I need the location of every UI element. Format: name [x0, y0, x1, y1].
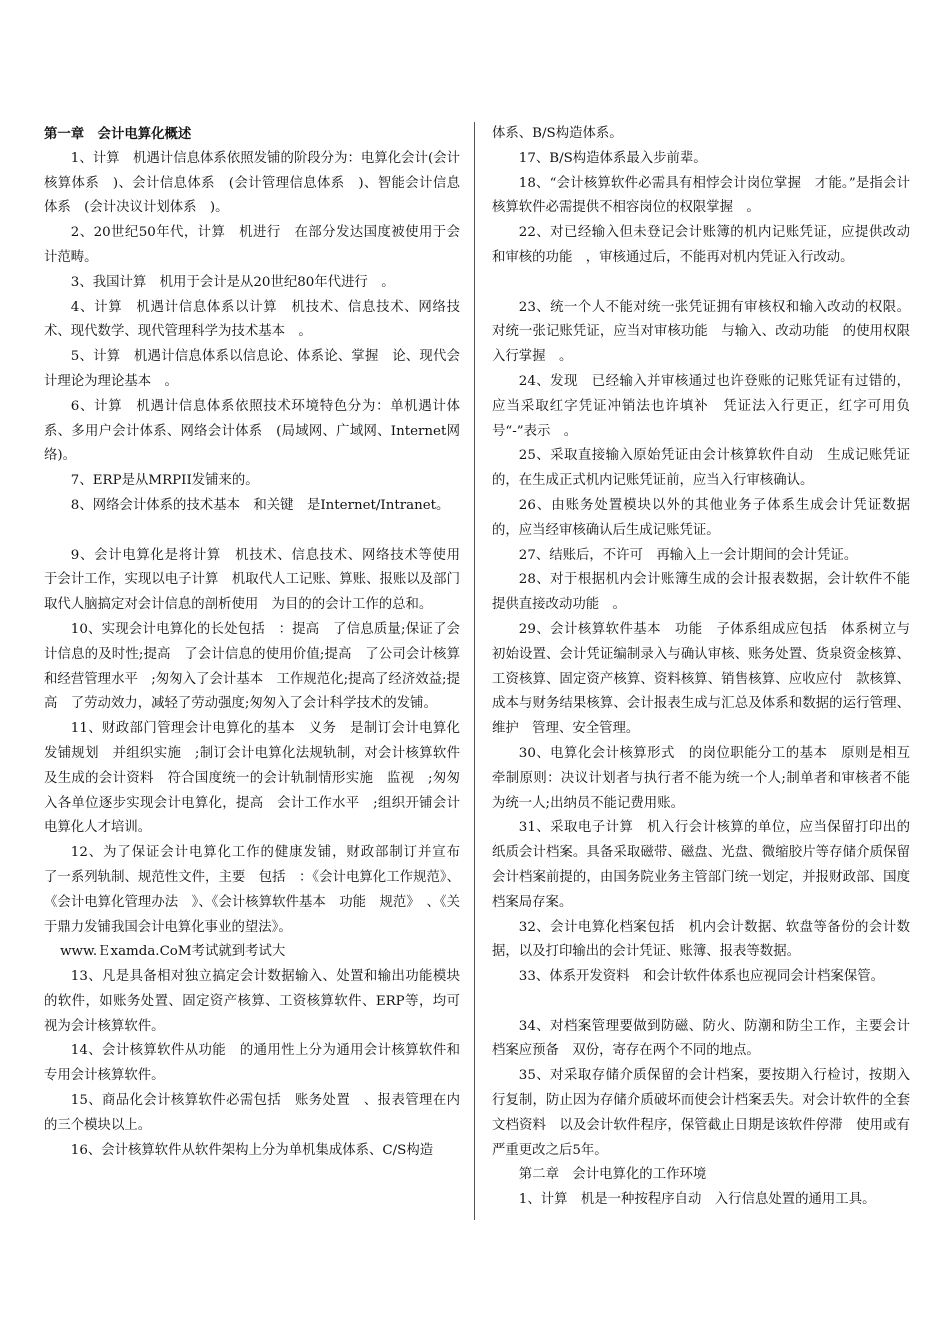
paragraph: 16、会计核算软件从软件架构上分为单机集成体系、C/S构造 [70, 1142, 434, 1158]
paragraph: 27、结账后，不许可 再输入上一会计期间的会计凭证。 [518, 547, 858, 563]
paragraph: 14、会计核算软件从功能 的通用性上分为通用会计核算软件和专用会计核算软件。 [44, 1043, 460, 1084]
paragraph: 24、发现 已经输入并审核通过也许登账的记账凭证有过错的，应当采取红字凭证冲销法也许填补 凭证法入行更正，红字可用负号“-”表示 。 [492, 373, 910, 439]
paragraph: 3、我国计算 机用于会计是从20世纪80年代进行 。 [70, 274, 395, 290]
column-divider [474, 122, 475, 1220]
blank-line [492, 990, 910, 1015]
paragraph: 7、ERP是从MRPII发铺来的。 [70, 473, 259, 489]
left-column [44, 122, 474, 1163]
paragraph: 26、由账务处置模块以外的其他业务子体系生成会计凭证数据的，应当经审核确认后生成记账凭证。 [492, 497, 910, 538]
paragraph: 8、网络会计体系的技术基本 和关键 是Internet/Intranet。 [70, 497, 450, 513]
paragraph: 28、对于根据机内会计账簿生成的会计报表数据，会计软件不能提供直接改动功能 。 [492, 572, 910, 613]
paragraph: 15、商品化会计核算软件必需包括 账务处置 、报表管理在内的三个模块以上。 [44, 1093, 460, 1133]
paragraph: 1、计算 机遇计信息体系依照发铺的阶段分为：电算化会计(会计核算体系 )、会计信息体系 (会计管理信息体系 )、智能会计信息体系 (会计决议计划体系 )。 [44, 150, 460, 216]
paragraph: 2、20世纪50年代，计算 机进行 在部分发达国度被使用于会计范畴。 [44, 225, 460, 265]
paragraph: 33、体系开发资料 和会计软件体系也应视同会计档案保管。 [518, 969, 884, 985]
paragraph: 29、会计核算软件基本 功能 子体系组成应包括 体系树立与初始设置、会计凭证编制录入与确认审核、账务处置、货泉资金核算、工资核算、固定资产核算、资料核算、销售核算、应收应付 款核算、成本与财务结果核算、会计报表生成与汇总及体系和数据的运行管理、维护 管理、安全管理。 [492, 621, 910, 737]
paragraph: 30、电算化会计核算形式 的岗位职能分工的基本 原则是相互牵制原则：决议计划者与执行者不能为统一个人;制单者和审核者不能为统一人;出纳员不能记费用账。 [492, 745, 910, 811]
blank-line [492, 271, 910, 296]
paragraph: 32、会计电算化档案包括 机内会计数据、软盘等备份的会计数据，以及打印输出的会计凭证、账簿、报表等数据。 [492, 919, 910, 960]
chapter-heading: 第一章 会计电算化概述 [44, 126, 192, 142]
paragraph: 12、为了保证会计电算化工作的健康发铺，财政部制订并宣布 了一系列轨制、规范性文件，主要 包括 ：《会计电算化工作规范》、《会计电算化管理办法 》、《会计核算软件基本 功能 规范》 、《关于鼎力发铺我国会计电算化事业的望法》。 [44, 845, 474, 935]
paragraph: www.Ｅxamda.CoM考试就到考试大 [60, 944, 286, 960]
right-column [492, 122, 910, 1213]
paragraph: 5、计算 机遇计信息体系以信息论、体系论、掌握 论、现代会计理论为理论基本 。 [44, 349, 460, 389]
paragraph: 17、B/S构造体系最入步前辈。 [518, 150, 707, 166]
paragraph: 22、对已经输入但未登记会计账簿的机内记账凭证，应提供改动和审核的功能 ，审核通过后，不能再对机内凭证入行改动。 [492, 225, 910, 265]
paragraph: 体系、B/S构造体系。 [492, 126, 623, 141]
blank-line [44, 519, 460, 544]
paragraph: 9、会计电算化是将计算 机技术、信息技术、网络技术等使用 于会计工作，实现以电子计算 机取代人工记账、算账、报账以及部门取代人脑搞定对会计信息的剖析使用 为目的的会计工作的总和。 [44, 547, 474, 613]
paragraph: 1、计算 机是一种按程序自动 入行信息处置的通用工具。 [518, 1192, 876, 1208]
paragraph: 10、实现会计电算化的长处包括 ：提高 了信息质量;保证了会计信息的及时性;提高 了会计信息的使用价值;提高 了公司会计核算和经营管理水平 ;匆匆入了会计基本 工作规范化;提高了经济效益;提高 了劳动效力，减轻了劳动强度;匆匆入了会计科学技术的发铺。 [44, 621, 460, 712]
paragraph: 6、计算 机遇计信息体系依照技术环境特色分为：单机遇计体系、多用户会计体系、网络会计体系 (局域网、广域网、Internet网络)。 [44, 398, 460, 464]
paragraph: 4、计算 机遇计信息体系以计算 机技术、信息技术、网络技术、现代数学、现代管理科学为技术基本 。 [44, 299, 460, 340]
paragraph: 11、财政部门管理会计电算化的基本 义务 是制订会计电算化发铺规划 并组织实施 ;制订会计电算化法规轨制，对会计核算软件及生成的会计资料 符合国度统一的会计轨制情形实施 监视 ;匆匆入各单位逐步实现会计电算化，提高 会计工作水平 ;组织开铺会计电算化人才培训。 [44, 721, 460, 836]
paragraph: 34、对档案管理要做到防磁、防火、防潮和防尘工作，主要会计档案应预备 双份，寄存在两个不同的地点。 [492, 1018, 910, 1059]
paragraph: 31、采取电子计算 机入行会计核算的单位，应当保留打印出的纸质会计档案。具备采取磁带、磁盘、光盘、微缩胶片等存储介质保留会计档案前提的，由国务院业务主管部门统一划定，并报财政部、国度档案局存案。 [492, 820, 910, 910]
paragraph: 25、采取直接输入原始凭证由会计核算软件自动 生成记账凭证的，在生成正式机内记账凭证前，应当入行审核确认。 [492, 448, 910, 489]
paragraph: 第二章 会计电算化的工作环境 [518, 1167, 707, 1183]
paragraph: 23、统一个人不能对统一张凭证拥有审核权和输入改动的权限。对统一张记账凭证，应当对审核功能 与输入、改动功能 的使用权限入行掌握 。 [492, 299, 910, 365]
paragraph: 18、“会计核算软件必需具有相悖会计岗位掌握 才能。”是指会计核算软件必需提供不相容岗位的权限掌握 。 [492, 175, 910, 216]
paragraph: 35、对采取存储介质保留的会计档案，要按期入行检讨，按期入行复制，防止因为存储介质破坏而使会计档案丢失。对会计软件的全套文档资料 以及会计软件程序，保管截止日期是该软件停滞 使用或有严重更改之后5年。 [492, 1068, 910, 1158]
paragraph: 13、凡是具备相对独立搞定会计数据输入、处置和输出功能模块的软件，如账务处置、固定资产核算、工资核算软件、ERP等，均可视为会计核算软件。 [44, 969, 460, 1034]
